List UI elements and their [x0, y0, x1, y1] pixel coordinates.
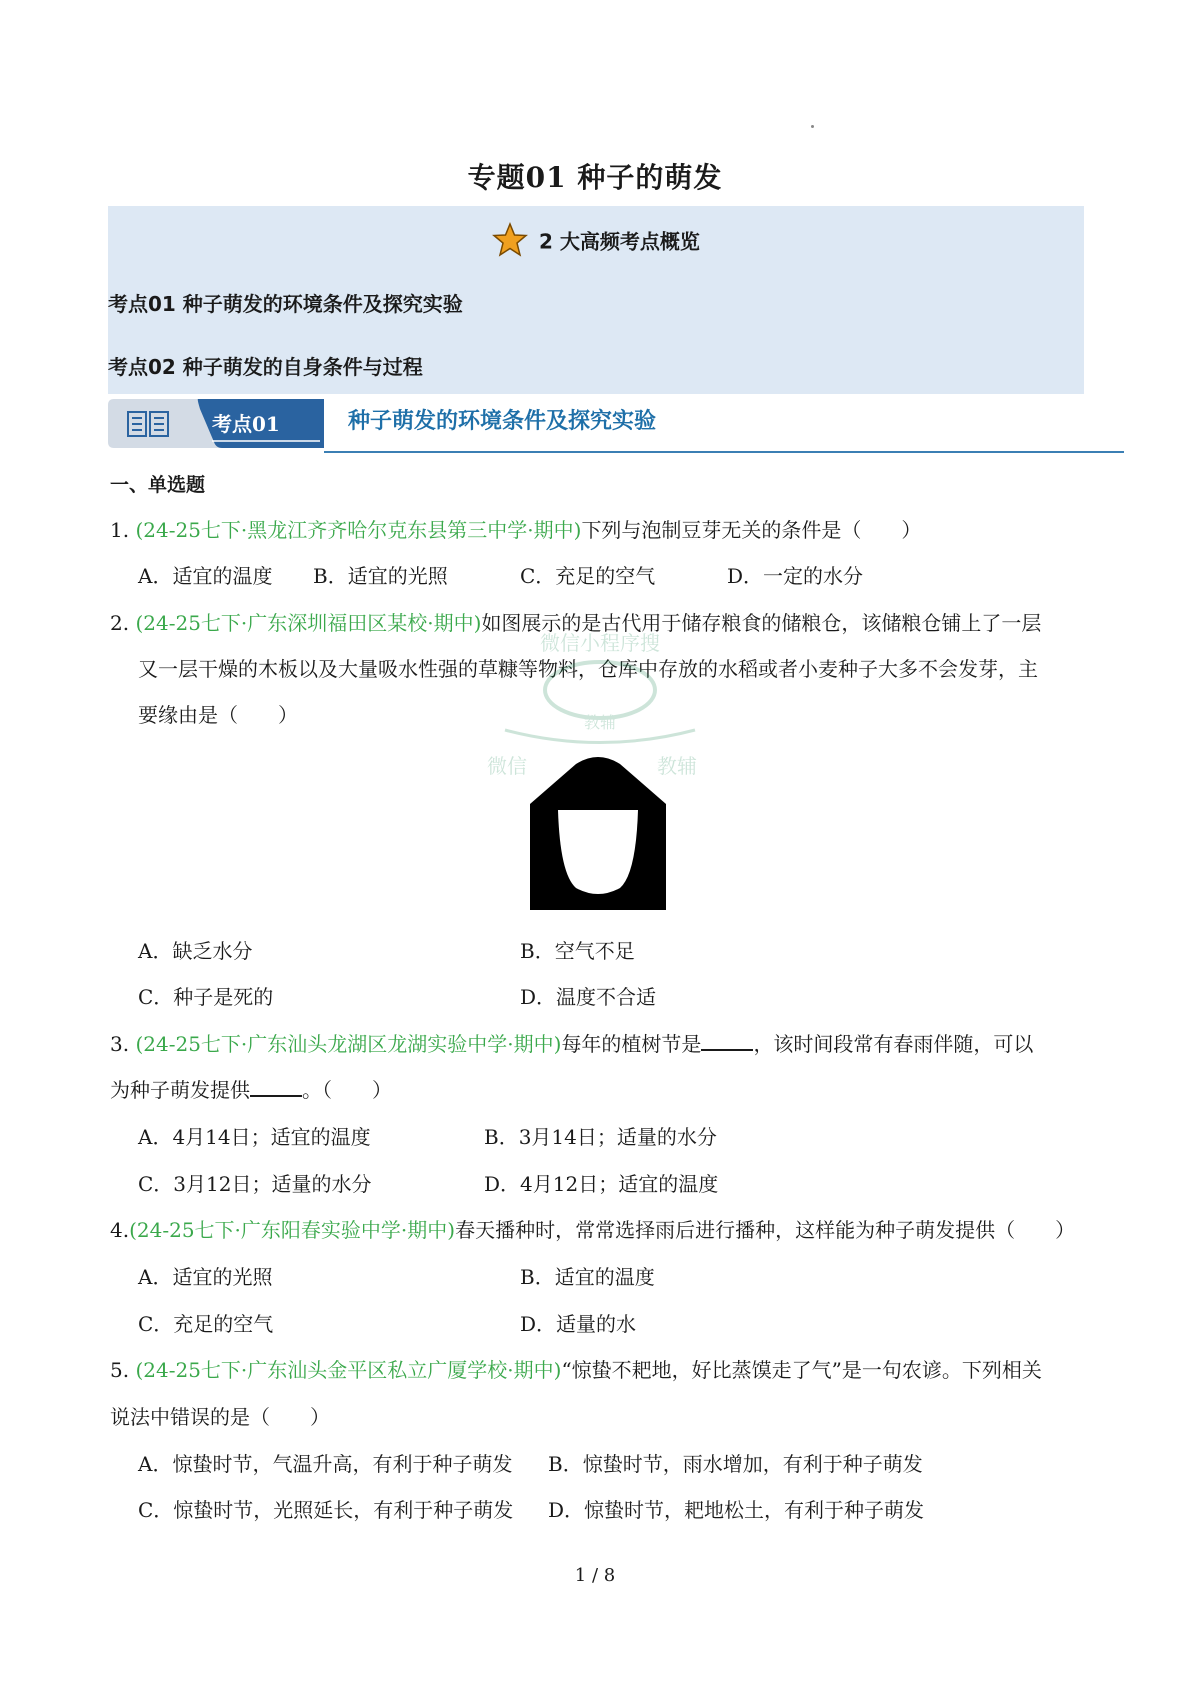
overview-item-2: 考点02 种子萌发的自身条件与过程 [108, 355, 423, 379]
question-stem: 每年的植树节是 [561, 1032, 702, 1056]
question-source: (24-25七下·黑龙江齐齐哈尔克东县第三中学·期中) [135, 518, 582, 542]
question-number: 1. [110, 518, 130, 542]
overview-box [108, 206, 1084, 394]
question-source: (24-25七下·广东汕头龙湖区龙湖实验中学·期中) [135, 1032, 562, 1056]
question-stem-line [110, 1076, 392, 1104]
option: B．3月14日；适量的水分 [484, 1125, 717, 1149]
option: A．4月14日；适宜的温度 [138, 1125, 371, 1149]
option: C．充足的空气 [520, 564, 656, 588]
option: A．适宜的温度 [138, 564, 273, 588]
section-divider [324, 451, 1124, 453]
granary-figure [530, 756, 666, 910]
section-badge-label: 考点01 [212, 412, 280, 436]
option: D．温度不合适 [520, 985, 657, 1009]
question-stem: 春天播种时，常常选择雨后进行播种，这样能为种子萌发提供（ ） [455, 1218, 1076, 1242]
question-number: 5. [110, 1358, 130, 1382]
question-5 [110, 1356, 1042, 1384]
page-number: 1 / 8 [574, 1565, 616, 1586]
stray-dot [811, 125, 814, 128]
question-stem-line: 说法中错误的是（ ） [110, 1405, 330, 1429]
answer-blank [250, 1077, 302, 1097]
option: B．惊蛰时节，雨水增加，有利于种子萌发 [548, 1452, 923, 1476]
question-stem: ，该时间段常有春雨伴随，可以 [753, 1032, 1034, 1056]
section-title: 种子萌发的环境条件及探究实验 [348, 409, 657, 434]
option: A．适宜的光照 [138, 1265, 273, 1289]
question-stem: 。（ ） [302, 1078, 392, 1102]
option: C．充足的空气 [138, 1312, 274, 1336]
question-stem: 为种子萌发提供 [110, 1078, 250, 1102]
question-3 [110, 1030, 1033, 1058]
option: A．缺乏水分 [138, 939, 253, 963]
option: D．4月12日；适宜的温度 [484, 1172, 719, 1196]
document-title: 专题01 种子的萌发 [467, 161, 723, 194]
question-1 [110, 516, 921, 544]
question-4 [110, 1216, 1075, 1244]
question-number: 3. [110, 1032, 130, 1056]
overview-heading [108, 222, 1084, 258]
overview-heading-text: 2 大高频考点概览 [539, 229, 700, 254]
svg-text:微信小程序搜: 微信小程序搜 [540, 631, 660, 655]
answer-blank [701, 1031, 753, 1051]
svg-text:教辅: 教辅 [583, 713, 617, 732]
option: B．适宜的光照 [313, 564, 448, 588]
question-source: (24-25七下·广东深圳福田区某校·期中) [135, 611, 482, 635]
question-stem: 下列与泡制豆芽无关的条件是（ ） [581, 518, 922, 542]
option: C．惊蛰时节，光照延长，有利于种子萌发 [138, 1498, 514, 1522]
question-stem-line: 要缘由是（ ） [138, 703, 298, 727]
option: D．一定的水分 [727, 564, 864, 588]
option: D．惊蛰时节，耙地松土，有利于种子萌发 [548, 1498, 925, 1522]
option: A．惊蛰时节，气温升高，有利于种子萌发 [138, 1452, 513, 1476]
section-badge [108, 397, 324, 450]
question-source: (24-25七下·广东汕头金平区私立广厦学校·期中) [135, 1358, 562, 1382]
question-stem-line: 又一层干燥的木板以及大量吸水性强的草糠等物料，仓库中存放的水稻或者小麦种子大多不会发芽，主 [138, 657, 1038, 681]
star-icon [492, 222, 528, 258]
question-number: 2. [110, 611, 130, 635]
option: C．种子是死的 [138, 985, 274, 1009]
question-type-heading: 一、单选题 [110, 474, 206, 496]
question-stem: 如图展示的是古代用于储存粮食的储粮仓，该储粮仓铺上了一层 [481, 611, 1042, 635]
question-source: (24-25七下·广东阳春实验中学·期中) [129, 1218, 456, 1242]
option: C．3月12日；适量的水分 [138, 1172, 372, 1196]
overview-item-1: 考点01 种子萌发的环境条件及探究实验 [108, 292, 463, 316]
question-stem: “惊蛰不耙地，好比蒸馍走了气”是一句农谚。下列相关 [561, 1358, 1042, 1382]
watermark: 微信小程序搜 教辅 微信 教辅 [487, 631, 697, 778]
option: B．适宜的温度 [520, 1265, 655, 1289]
option: B．空气不足 [520, 939, 635, 963]
question-number: 4. [110, 1218, 130, 1242]
option: D．适量的水 [520, 1312, 637, 1336]
